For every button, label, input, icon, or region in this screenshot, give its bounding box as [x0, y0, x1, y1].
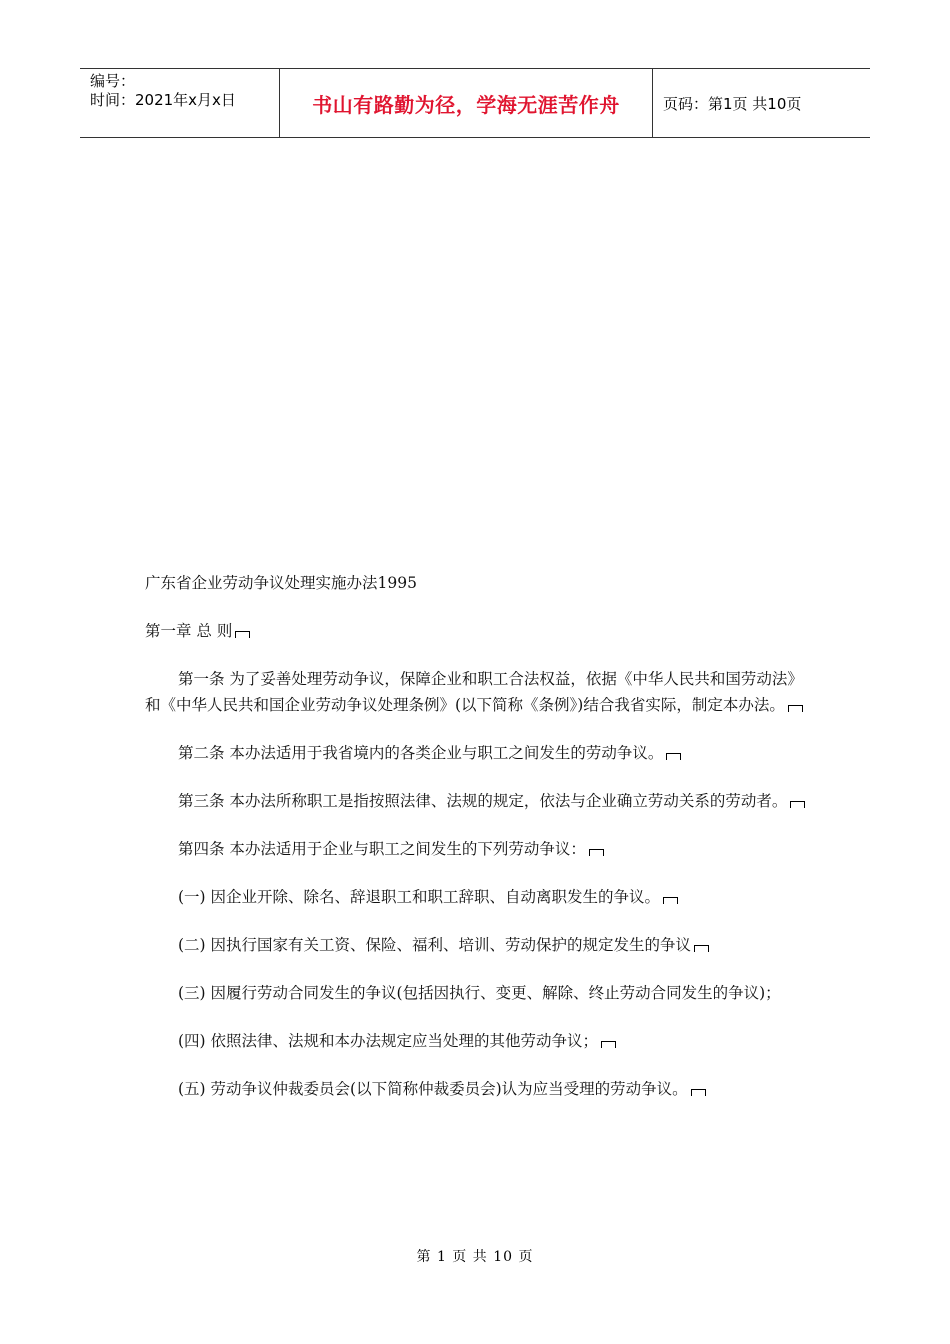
paragraph-mark-icon — [663, 897, 678, 904]
paragraph-mark-icon — [601, 1041, 616, 1048]
paragraph-mark-icon — [691, 1089, 706, 1096]
document-number-label: 编号： — [90, 72, 136, 90]
page-header — [80, 68, 870, 138]
document-body — [145, 570, 810, 1124]
paragraph-mark-icon — [589, 849, 604, 856]
article-1: 第一条 为了妥善处理劳动争议，保障企业和职工合法权益，依据《中华人民共和国劳动法》和《中华人民共和国企业劳动争议处理条例》(以下简称《条例》)结合我省实际，制定本办法。 — [145, 670, 803, 714]
list-item-2: (二) 因执行国家有关工资、保险、福利、培训、劳动保护的规定发生的争议 — [145, 932, 810, 958]
list-item-4: (四) 依照法律、法规和本办法规定应当处理的其他劳动争议； — [145, 1028, 810, 1054]
list-item-1: (一) 因企业开除、除名、辞退职工和职工辞职、自动离职发生的争议。 — [145, 884, 810, 910]
document-title: 广东省企业劳动争议处理实施办法1995 — [145, 574, 417, 592]
chapter-heading: 第一章 总 则 — [145, 618, 810, 644]
paragraph-mark-icon — [790, 801, 805, 808]
paragraph-mark-icon — [666, 753, 681, 760]
paragraph-mark-icon — [788, 705, 803, 712]
header-motto: 书山有路勤为径，学海无涯苦作舟 — [280, 69, 653, 137]
document-time-label: 时间：2021年x月x日 — [90, 91, 236, 109]
paragraph-mark-icon — [694, 945, 709, 952]
list-item-3: (三) 因履行劳动合同发生的争议(包括因执行、变更、解除、终止劳动合同发生的争议)； — [178, 984, 781, 1002]
header-meta — [80, 69, 280, 137]
list-item-5: (五) 劳动争议仲裁委员会(以下简称仲裁委员会)认为应当受理的劳动争议。 — [145, 1076, 810, 1102]
article-3: 第三条 本办法所称职工是指按照法律、法规的规定，依法与企业确立劳动关系的劳动者。 — [145, 788, 810, 814]
page-footer: 第 1 页 共 10 页 — [416, 1249, 534, 1265]
article-2: 第二条 本办法适用于我省境内的各类企业与职工之间发生的劳动争议。 — [145, 740, 810, 766]
article-4: 第四条 本办法适用于企业与职工之间发生的下列劳动争议： — [145, 836, 810, 862]
paragraph-mark-icon — [235, 631, 250, 638]
header-page-info: 页码：第1页 共10页 — [663, 94, 802, 113]
